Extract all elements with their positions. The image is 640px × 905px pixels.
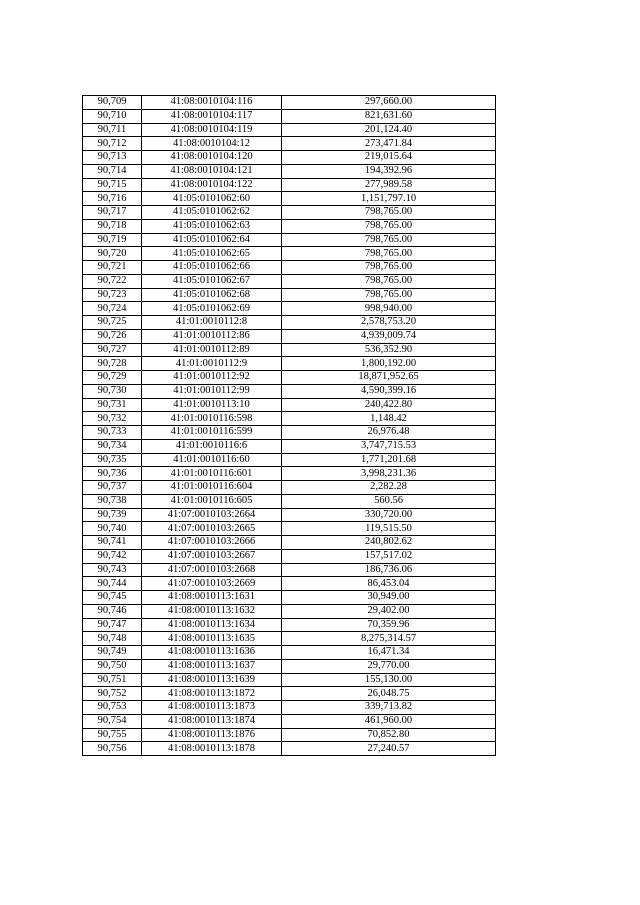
row-number-cell: 90,755	[83, 728, 142, 742]
table-row	[83, 632, 496, 646]
value-cell: 86,453.04	[282, 577, 496, 591]
row-number-cell: 90,709	[83, 96, 142, 110]
table-row	[83, 659, 496, 673]
value-cell: 194,392.96	[282, 164, 496, 178]
row-number-cell: 90,752	[83, 687, 142, 701]
table-row	[83, 233, 496, 247]
table-row	[83, 453, 496, 467]
cadastral-number-cell: 41:01:0010113:10	[142, 398, 282, 412]
value-cell: 798,765.00	[282, 288, 496, 302]
cadastral-number-cell: 41:08:0010113:1631	[142, 591, 282, 605]
row-number-cell: 90,749	[83, 646, 142, 660]
table-row	[83, 646, 496, 660]
value-cell: 560.56	[282, 494, 496, 508]
value-cell: 70,852.80	[282, 728, 496, 742]
cadastral-number-cell: 41:08:0010113:1634	[142, 618, 282, 632]
value-cell: 30,949.00	[282, 591, 496, 605]
value-cell: 798,765.00	[282, 247, 496, 261]
table-row	[83, 206, 496, 220]
cadastral-number-cell: 41:05:0101062:62	[142, 206, 282, 220]
cadastral-number-cell: 41:07:0010103:2669	[142, 577, 282, 591]
cadastral-number-cell: 41:05:0101062:60	[142, 192, 282, 206]
cadastral-number-cell: 41:08:0010104:122	[142, 178, 282, 192]
value-cell: 1,771,201.68	[282, 453, 496, 467]
row-number-cell: 90,711	[83, 123, 142, 137]
row-number-cell: 90,731	[83, 398, 142, 412]
cadastral-number-cell: 41:01:0010112:99	[142, 384, 282, 398]
row-number-cell: 90,730	[83, 384, 142, 398]
cadastral-number-cell: 41:08:0010113:1872	[142, 687, 282, 701]
row-number-cell: 90,726	[83, 329, 142, 343]
value-cell: 8,275,314.57	[282, 632, 496, 646]
table-row	[83, 426, 496, 440]
table-row	[83, 714, 496, 728]
value-cell: 821,631.60	[282, 109, 496, 123]
row-number-cell: 90,729	[83, 371, 142, 385]
row-number-cell: 90,740	[83, 522, 142, 536]
cadastral-number-cell: 41:07:0010103:2666	[142, 536, 282, 550]
value-cell: 330,720.00	[282, 508, 496, 522]
value-cell: 157,517.02	[282, 549, 496, 563]
table-row	[83, 371, 496, 385]
value-cell: 29,770.00	[282, 659, 496, 673]
cadastral-number-cell: 41:05:0101062:69	[142, 302, 282, 316]
value-cell: 16,471.34	[282, 646, 496, 660]
cadastral-number-cell: 41:08:0010104:116	[142, 96, 282, 110]
cadastral-number-cell: 41:08:0010113:1635	[142, 632, 282, 646]
value-cell: 1,151,797.10	[282, 192, 496, 206]
row-number-cell: 90,725	[83, 316, 142, 330]
value-cell: 461,960.00	[282, 714, 496, 728]
cadastral-number-cell: 41:08:0010113:1876	[142, 728, 282, 742]
table-body	[83, 96, 496, 756]
table-row	[83, 123, 496, 137]
value-cell: 1,148.42	[282, 412, 496, 426]
row-number-cell: 90,746	[83, 604, 142, 618]
row-number-cell: 90,719	[83, 233, 142, 247]
table-row	[83, 687, 496, 701]
value-cell: 798,765.00	[282, 274, 496, 288]
cadastral-number-cell: 41:08:0010104:120	[142, 151, 282, 165]
value-cell: 339,713.82	[282, 701, 496, 715]
table-row	[83, 577, 496, 591]
table-row	[83, 137, 496, 151]
value-cell: 536,352.90	[282, 343, 496, 357]
value-cell: 277,989.58	[282, 178, 496, 192]
value-cell: 201,124.40	[282, 123, 496, 137]
table-row	[83, 439, 496, 453]
cadastral-number-cell: 41:08:0010104:119	[142, 123, 282, 137]
value-cell: 297,660.00	[282, 96, 496, 110]
row-number-cell: 90,717	[83, 206, 142, 220]
row-number-cell: 90,750	[83, 659, 142, 673]
value-cell: 155,130.00	[282, 673, 496, 687]
table-row	[83, 522, 496, 536]
value-cell: 1,800,192.00	[282, 357, 496, 371]
row-number-cell: 90,756	[83, 742, 142, 756]
cadastral-number-cell: 41:05:0101062:68	[142, 288, 282, 302]
cadastral-number-cell: 41:08:0010113:1878	[142, 742, 282, 756]
cadastral-number-cell: 41:01:0010112:8	[142, 316, 282, 330]
table-row	[83, 742, 496, 756]
row-number-cell: 90,732	[83, 412, 142, 426]
row-number-cell: 90,727	[83, 343, 142, 357]
value-cell: 3,747,715.53	[282, 439, 496, 453]
row-number-cell: 90,720	[83, 247, 142, 261]
cadastral-number-cell: 41:08:0010104:121	[142, 164, 282, 178]
cadastral-number-cell: 41:08:0010113:1636	[142, 646, 282, 660]
cadastral-number-cell: 41:01:0010116:599	[142, 426, 282, 440]
cadastral-number-cell: 41:01:0010116:601	[142, 467, 282, 481]
cadastral-number-cell: 41:01:0010116:60	[142, 453, 282, 467]
cadastral-number-cell: 41:07:0010103:2665	[142, 522, 282, 536]
cadastral-number-cell: 41:07:0010103:2668	[142, 563, 282, 577]
row-number-cell: 90,718	[83, 219, 142, 233]
row-number-cell: 90,712	[83, 137, 142, 151]
value-cell: 798,765.00	[282, 233, 496, 247]
table-row	[83, 467, 496, 481]
value-cell: 219,015.64	[282, 151, 496, 165]
value-cell: 70,359.96	[282, 618, 496, 632]
table-row	[83, 316, 496, 330]
table-row	[83, 288, 496, 302]
cadastral-number-cell: 41:08:0010113:1873	[142, 701, 282, 715]
table-row	[83, 728, 496, 742]
table-row	[83, 357, 496, 371]
cadastral-number-cell: 41:01:0010116:6	[142, 439, 282, 453]
table-row	[83, 261, 496, 275]
cadastral-number-cell: 41:05:0101062:66	[142, 261, 282, 275]
value-cell: 29,402.00	[282, 604, 496, 618]
table-row	[83, 591, 496, 605]
row-number-cell: 90,733	[83, 426, 142, 440]
row-number-cell: 90,728	[83, 357, 142, 371]
row-number-cell: 90,724	[83, 302, 142, 316]
row-number-cell: 90,743	[83, 563, 142, 577]
cadastral-number-cell: 41:01:0010112:9	[142, 357, 282, 371]
table-row	[83, 618, 496, 632]
value-cell: 26,048.75	[282, 687, 496, 701]
row-number-cell: 90,710	[83, 109, 142, 123]
table-row	[83, 164, 496, 178]
row-number-cell: 90,741	[83, 536, 142, 550]
value-cell: 3,998,231.36	[282, 467, 496, 481]
table-row	[83, 96, 496, 110]
cadastral-number-cell: 41:01:0010112:92	[142, 371, 282, 385]
table-row	[83, 536, 496, 550]
table-row	[83, 481, 496, 495]
table-row	[83, 701, 496, 715]
cadastral-number-cell: 41:01:0010116:605	[142, 494, 282, 508]
row-number-cell: 90,754	[83, 714, 142, 728]
cadastral-number-cell: 41:01:0010116:604	[142, 481, 282, 495]
cadastral-number-cell: 41:08:0010113:1874	[142, 714, 282, 728]
value-cell: 798,765.00	[282, 206, 496, 220]
value-cell: 798,765.00	[282, 219, 496, 233]
row-number-cell: 90,721	[83, 261, 142, 275]
row-number-cell: 90,713	[83, 151, 142, 165]
row-number-cell: 90,744	[83, 577, 142, 591]
cadastral-number-cell: 41:08:0010113:1639	[142, 673, 282, 687]
row-number-cell: 90,751	[83, 673, 142, 687]
row-number-cell: 90,715	[83, 178, 142, 192]
table-row	[83, 384, 496, 398]
table-row	[83, 494, 496, 508]
table-row	[83, 302, 496, 316]
table-row	[83, 247, 496, 261]
cadastral-number-cell: 41:08:0010104:117	[142, 109, 282, 123]
table-row	[83, 274, 496, 288]
cadastral-number-cell: 41:07:0010103:2664	[142, 508, 282, 522]
table-row	[83, 604, 496, 618]
table-row	[83, 329, 496, 343]
table-row	[83, 178, 496, 192]
data-table	[82, 95, 496, 756]
value-cell: 998,940.00	[282, 302, 496, 316]
cadastral-number-cell: 41:08:0010113:1632	[142, 604, 282, 618]
row-number-cell: 90,753	[83, 701, 142, 715]
cadastral-number-cell: 41:01:0010112:89	[142, 343, 282, 357]
value-cell: 273,471.84	[282, 137, 496, 151]
row-number-cell: 90,716	[83, 192, 142, 206]
table-row	[83, 109, 496, 123]
value-cell: 26,976.48	[282, 426, 496, 440]
row-number-cell: 90,742	[83, 549, 142, 563]
row-number-cell: 90,737	[83, 481, 142, 495]
row-number-cell: 90,723	[83, 288, 142, 302]
table-row	[83, 398, 496, 412]
cadastral-number-cell: 41:08:0010104:12	[142, 137, 282, 151]
table-row	[83, 192, 496, 206]
table-row	[83, 673, 496, 687]
row-number-cell: 90,722	[83, 274, 142, 288]
row-number-cell: 90,738	[83, 494, 142, 508]
value-cell: 4,590,399.16	[282, 384, 496, 398]
value-cell: 4,939,009.74	[282, 329, 496, 343]
table-row	[83, 412, 496, 426]
table-row	[83, 151, 496, 165]
table-row	[83, 563, 496, 577]
table-row	[83, 219, 496, 233]
row-number-cell: 90,736	[83, 467, 142, 481]
cadastral-number-cell: 41:01:0010112:86	[142, 329, 282, 343]
cadastral-number-cell: 41:05:0101062:65	[142, 247, 282, 261]
cadastral-number-cell: 41:05:0101062:64	[142, 233, 282, 247]
cadastral-number-cell: 41:07:0010103:2667	[142, 549, 282, 563]
row-number-cell: 90,745	[83, 591, 142, 605]
value-cell: 2,578,753.20	[282, 316, 496, 330]
row-number-cell: 90,734	[83, 439, 142, 453]
row-number-cell: 90,735	[83, 453, 142, 467]
value-cell: 240,422.80	[282, 398, 496, 412]
value-cell: 18,871,952.65	[282, 371, 496, 385]
value-cell: 2,282.28	[282, 481, 496, 495]
cadastral-number-cell: 41:01:0010116:598	[142, 412, 282, 426]
row-number-cell: 90,747	[83, 618, 142, 632]
table-row	[83, 508, 496, 522]
row-number-cell: 90,714	[83, 164, 142, 178]
row-number-cell: 90,748	[83, 632, 142, 646]
value-cell: 240,802.62	[282, 536, 496, 550]
value-cell: 119,515.50	[282, 522, 496, 536]
table-row	[83, 343, 496, 357]
cadastral-number-cell: 41:08:0010113:1637	[142, 659, 282, 673]
value-cell: 27,240.57	[282, 742, 496, 756]
table-row	[83, 549, 496, 563]
value-cell: 186,736.06	[282, 563, 496, 577]
cadastral-number-cell: 41:05:0101062:63	[142, 219, 282, 233]
cadastral-number-cell: 41:05:0101062:67	[142, 274, 282, 288]
value-cell: 798,765.00	[282, 261, 496, 275]
row-number-cell: 90,739	[83, 508, 142, 522]
